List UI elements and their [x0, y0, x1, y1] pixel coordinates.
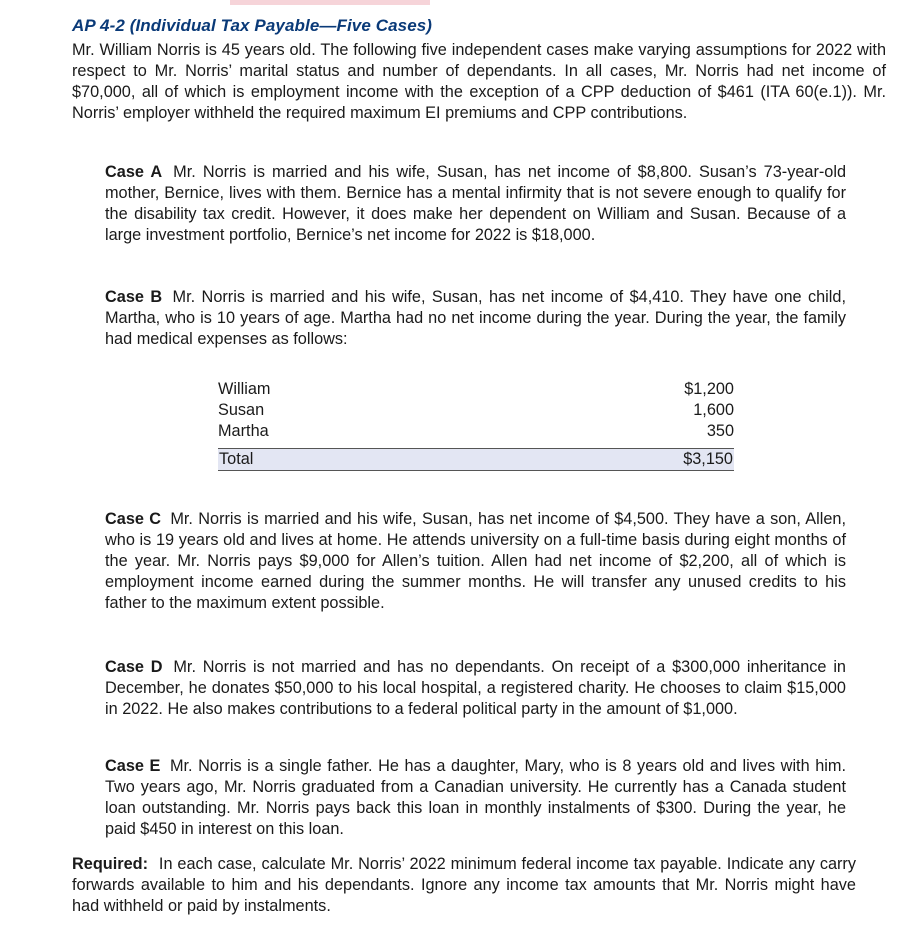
- case-e-label: Case E: [105, 757, 161, 775]
- required-text: In each case, calculate Mr. Norris’ 2022 minimum federal income tax payable. Indicate any carry forwards available to him and his dependants. Ignore any income tax amounts that Mr. Norris might have had withheld or paid by instalments.: [72, 855, 856, 915]
- expense-name: William: [218, 380, 271, 398]
- required-paragraph: [72, 854, 856, 917]
- case-d-label: Case D: [105, 658, 163, 676]
- case-a-label: Case A: [105, 163, 163, 181]
- case-d-paragraph: [105, 657, 846, 720]
- case-e-text: Mr. Norris is a single father. He has a daughter, Mary, who is 8 years old and lives with him. Two years ago, Mr. Norris graduated from a Canadian university. He currently has a Canada student loan outstanding. Mr. Norris pays back this loan in monthly instalments of $300. During the year, he paid $450 in interest on this loan.: [105, 757, 846, 838]
- case-c-label: Case C: [105, 510, 161, 528]
- case-b-paragraph: [105, 287, 846, 350]
- case-d-text: Mr. Norris is not married and has no dependants. On receipt of a $300,000 inheritance in December, he donates $50,000 to his local hospital, a registered charity. He chooses to claim $15,000 in 2022. He also makes contributions to a federal political party in the amount of $1,000.: [105, 658, 846, 718]
- required-label: Required:: [72, 855, 148, 873]
- expense-amount: $1,200: [684, 380, 734, 398]
- case-a-text: Mr. Norris is married and his wife, Susan, has net income of $8,800. Susan’s 73-year-old mother, Bernice, lives with them. Bernice has a mental infirmity that is not severe enough to qualify for the disability tax credit. However, it does make her dependent on William and Susan. Because of a large investment portfolio, Bernice’s net income for 2022 is $18,000.: [105, 163, 847, 244]
- total-row: [218, 448, 734, 471]
- expense-name: Susan: [218, 401, 265, 419]
- medical-expenses-table: [218, 379, 734, 471]
- total-label: Total: [219, 450, 254, 468]
- case-c-text: Mr. Norris is married and his wife, Susan, has net income of $4,500. They have a son, Allen, who is 19 years old and lives at home. He attends university on a full-time basis during eight months of the year. Mr. Norris pays $9,000 for Allen’s tuition. Allen had net income of $2,200, all of which is employment income earned during the summer months. He will transfer any unused credits to his father to the maximum extent possible.: [105, 510, 846, 612]
- intro-paragraph: Mr. William Norris is 45 years old. The following five independent cases make varying assumptions for 2022 with respect to Mr. Norris’ marital status and number of dependants. In all cases, Mr. Norris had net income of $70,000, all of which is employment income with the exception of a CPP deduction of $461 (ITA 60(e.1)). Mr. Norris’ employer withheld the required maximum EI premiums and CPP contributions.: [72, 41, 886, 122]
- table-row: [218, 379, 734, 400]
- table-row: [218, 400, 734, 421]
- problem-title: AP 4-2 (Individual Tax Payable—Five Cases): [72, 16, 433, 35]
- expense-amount: 350: [706, 422, 734, 440]
- table-row: [218, 421, 734, 442]
- case-c-paragraph: [105, 509, 846, 614]
- top-accent-bar: [230, 0, 430, 5]
- case-e-paragraph: [105, 756, 846, 840]
- case-b-label: Case B: [105, 288, 163, 306]
- case-a-paragraph: [105, 162, 846, 246]
- case-b-text: Mr. Norris is married and his wife, Susan, has net income of $4,410. They have one child, Martha, who is 10 years of age. Martha had no net income during the year. During the year, the family had medical expenses as follows:: [105, 288, 846, 348]
- expense-amount: 1,600: [693, 401, 734, 419]
- total-amount: $3,150: [683, 450, 733, 468]
- expense-name: Martha: [218, 422, 269, 440]
